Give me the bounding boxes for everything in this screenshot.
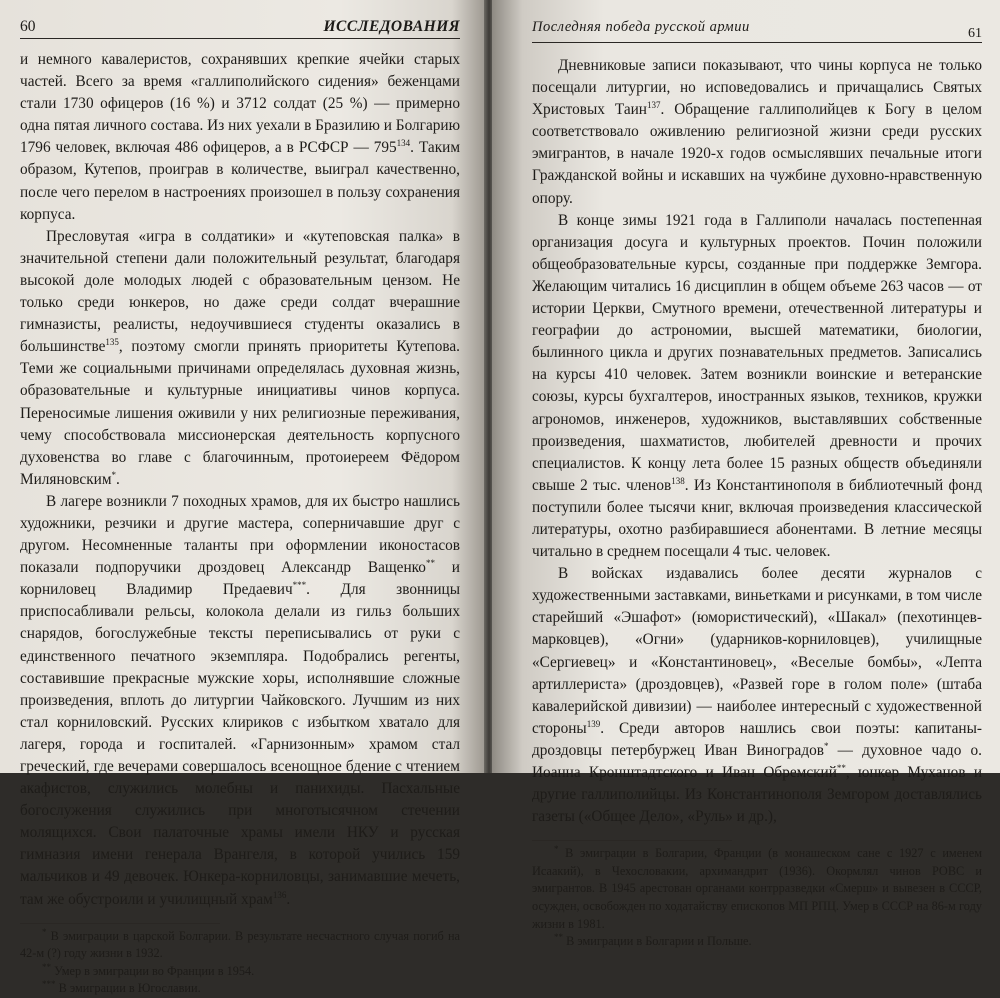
right-body-text bbox=[532, 55, 982, 828]
paragraph: В конце зимы 1921 года в Галлиполи началась постепенная организация досуга и культурных проектов. Почин положили общеобразовательные курсы, созданные при поддержке Земгора. Желающим читались 16 дисциплин в общем объеме 263 часов — от истории Церкви, Смутного времени, отечественной литературы и географии до астрономии, высшей математики, биологии, былинного цикла и других познавательных предметов. Записались на курсы 410 человек. Затем возникли воинские и ветеранские союзы, курсы бухгалтеров, иностранных языков, техников, кружки агрономов, инженеров, художников, выставлявших собственные произведения, шахматистов, любителей древности и прочих специалистов. К концу лета более 15 разных обществ объединяли свыше 2 тыс. членов$^{138}$. Из Константинополя в библиотечный фонд поступили более тысячи книг, включая произведения классической литературы, охотно разбиравшиеся абонентами. В летние месяцы читально в среднем посещали 4 тыс. человек. bbox=[532, 211, 982, 561]
footnote-ref: 137 bbox=[647, 100, 661, 111]
footnote-ref: 139 bbox=[586, 718, 601, 729]
paragraph: Дневниковые записи показывают, что чины корпуса не только посещали литургии, но исповедовались и причащались Святых Христовых Таин$^{137}$. Обращение галлиполийцев к Богу в целом соответствовало оживлению религиозной жизни среди русских эмигрантов, в начале 1920-х годов осмыслявших печальные итоги Гражданской войны и искавших на чужбине духовно-нравственную опору. bbox=[532, 57, 982, 207]
left-running-title: ИССЛЕДОВАНИЯ bbox=[323, 18, 460, 35]
footnote-rule bbox=[532, 840, 732, 841]
footnote-ref: ** bbox=[836, 762, 846, 773]
footnote-ref: 134 bbox=[396, 138, 411, 149]
paragraph: В войсках издавались более десяти журналов с художественными заставками, виньетками и рисунками, в том числе старейший «Эшафот» (юмористический), «Шакал» (пехотинцев-марковцев), «Огни» (ударников-корниловцев), училищные «Сергиевец» и «Константиновец», «Веселые бомбы», «Лепта артиллериста» (дроздовцев), «Развей горе в голом поле» (штаба кавалерийской дивизии) — наиболее интересный с художественной стороны$^{139}$. Среди авторов нашлись свои поэты: капитаны-дроздовцы петербуржец Иван Виноградов* — духовное чадо о. Иоанна Кронштадтского и Иван Обремский**, юнкер Муханов и другие галлиполийцы. Из Константинополя Земгором доставлялись газеты («Общее Дело», «Руль» и др.), bbox=[532, 565, 983, 826]
footnote: *** В эмиграции в Югославии. bbox=[42, 979, 201, 996]
left-page-number: 60 bbox=[20, 18, 36, 35]
left-body-text bbox=[20, 49, 460, 911]
footnote-ref: 135 bbox=[105, 337, 119, 348]
right-footnotes bbox=[532, 845, 982, 951]
left-footnotes bbox=[20, 928, 460, 998]
footnote-ref: * bbox=[824, 740, 829, 751]
footnote-ref: 138 bbox=[671, 475, 685, 486]
right-page-number: 61 bbox=[968, 26, 982, 41]
footnote-ref: 136 bbox=[272, 889, 287, 900]
paragraph: В лагере возникли 7 походных храмов, для их быстро нашлись художники, резчики и другие мастера, соперничавшие друг с другом. Несомненные таланты при оформлении иконостасов показали подпоручики дроздовец Александр Ващенко** и корниловец Владимир Предаевич***. Для звонницы приспосабливали рельсы, колокола делали из гильз больших снарядов, богослужебные тексты переписывались от руки с единственного печатного экземпляра. Подобрались регенты, составившие прекрасные мужские хоры, исполнявшие сложные произведения, вплоть до литургии Чайковского. Лучшим из них стал корниловский. Русских клириков с избытком хватало для лагеря, города и госпиталей. «Гарнизонным» храмом стал греческий, где вечерами совершалось всенощное бдение с чтением акафистов, служились молебны и панихиды. Пасхальные богослужения служились при многотысячном стечении молящихся. Свои палаточные храмы имели НКУ и русская гимназия имени генерала Врангеля, в которой учились 159 мальчиков и 49 девочек. Юнкера-корниловцы, занимавшие мечеть, там же обустроили и училищный храм$^{136}$. bbox=[20, 492, 460, 908]
footnote: * В эмиграции в Болгарии, Франции (в монашеском сане с 1927 с именем Исаакий), в Чехословакии, архимандрит (1936). Окормлял чинов РОВС и эмигрантов. В 1945 арестован органами контрразведки «Смерш» и вывезен в СССР, осужден, освобожден по ходатайству епископов МП РПЦ. Умер в СССР на 86-м году жизни в 1981. bbox=[532, 844, 982, 931]
left-running-head bbox=[20, 14, 460, 39]
footnote-ref: *** bbox=[292, 580, 307, 591]
left-page bbox=[0, 0, 486, 996]
right-running-head bbox=[532, 14, 982, 43]
paragraph: и немного кавалеристов, сохранявших крепкие ячейки старых частей. Всего за время «галлиполийского сидения» беженцами стали 1730 офицеров (16 %) и 3712 солдат (25 %) — примерно одна пятая личного состава. Из них уехали в Бразилию и Болгарию 1796 человек, включая 486 офицеров, а в РСФСР — $795^{134}$. Таким образом, Кутепов, проиграв в количестве, выиграл качественно, после чего перелом в настроениях произошел в пользу сохранения корпуса. bbox=[20, 51, 460, 223]
footnote-rule bbox=[20, 923, 220, 924]
right-running-title: Последняя победа русской армии bbox=[532, 18, 750, 35]
footnote: * В эмиграции в царской Болгарии. В результате несчастного случая погиб на 42-м (?) году жизни в 1932. bbox=[20, 926, 460, 961]
footnote: ** Умер в эмиграции во Франции в 1954. bbox=[42, 961, 255, 978]
footnote-ref: * bbox=[111, 469, 117, 480]
right-page bbox=[492, 0, 1000, 949]
footnote-ref: ** bbox=[425, 558, 435, 569]
paragraph: Пресловутая «игра в солдатики» и «кутеповская палка» в значительной степени дали положительный результат, благодаря высокой доле молодых людей с образовательным цензом. Не только среди юнкеров, но даже среди солдат вчерашние гимназисты, реалисты, недоучившиеся студенты оказались в большинстве$^{135}$, поэтому смогли принять приоритеты Кутепова. Теми же социальными причинами определялась духовная жизнь, образовательные и культурные инициативы чинов корпуса. Переносимые лишения оживили у них религиозные переживания, чему способствовала миссионерская деятельность корпусного духовенства во главе с благочинным, протоиереем Фёдором Миляновским*. bbox=[20, 227, 460, 488]
footnote: ** В эмиграции в Болгарии и Польше. bbox=[554, 932, 752, 949]
